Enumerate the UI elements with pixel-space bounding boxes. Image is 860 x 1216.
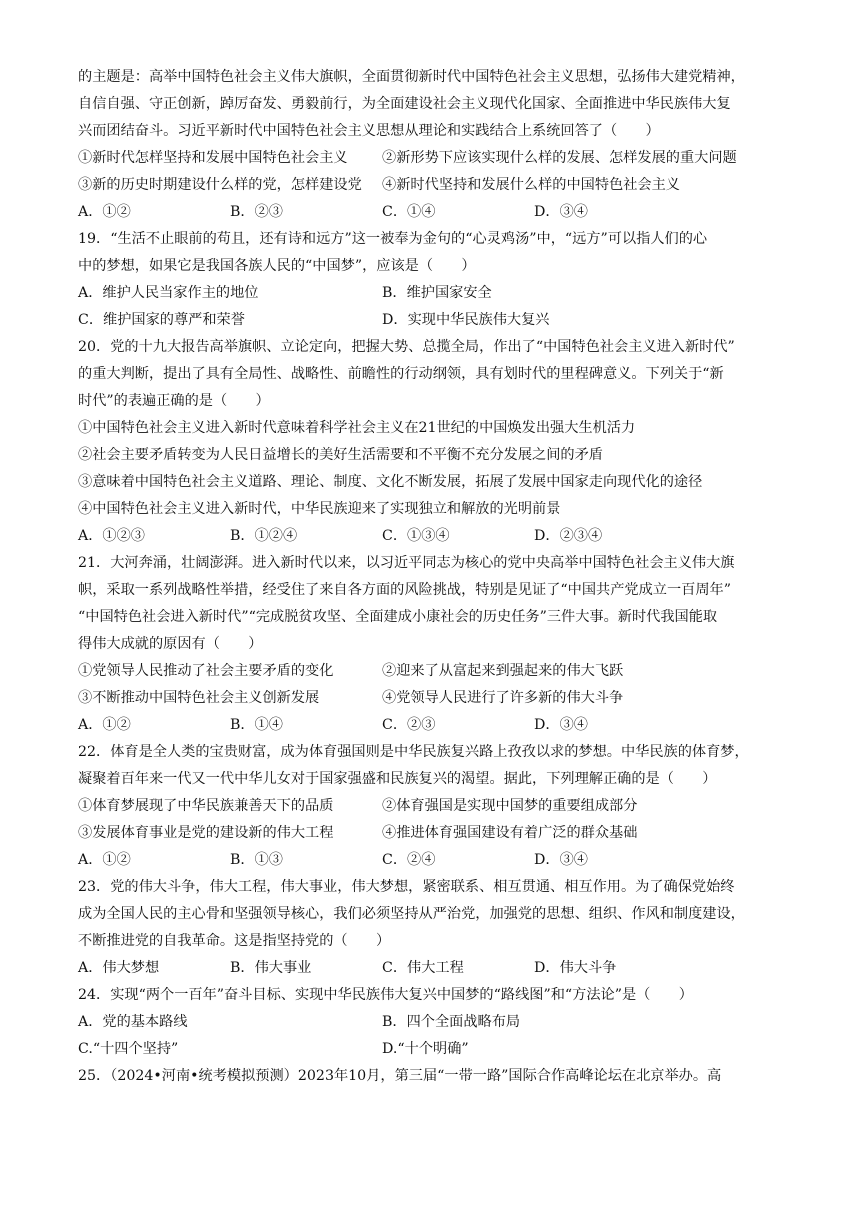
question-text: 帜，采取一系列战略性举措，经受住了来自各方面的风险挑战，特别是见证了“中国共产党成立一百周年” [78, 582, 731, 598]
question-20 [78, 334, 790, 550]
statement: ④新时代坚持和发展什么样的中国特色社会主义 [382, 177, 680, 193]
option-b[interactable]: B．①④ [230, 717, 283, 733]
question-text: 兴而团结奋斗。习近平新时代中国特色社会主义思想从理论和实践结合上系统回答了（ ） [78, 123, 660, 139]
statement: ①中国特色社会主义进入新时代意味着科学社会主义在21世纪的中国焕发出强大生机活力 [78, 420, 636, 436]
statement: ①体育梦展现了中华民族兼善天下的品质 [78, 798, 334, 814]
options-row [78, 199, 790, 226]
statement: ④推进体育强国建设有着广泛的群众基础 [382, 825, 638, 841]
option-d[interactable]: D．③④ [534, 852, 588, 868]
statement: ②新形势下应该实现什么样的发展、怎样发展的重大问题 [382, 150, 737, 166]
question-text: 20．党的十九大报告高举旗帜、立论定向，把握大势、总揽全局，作出了“中国特色社会主义进入新时代” [78, 339, 735, 355]
question-19 [78, 226, 790, 334]
option-b[interactable]: B．维护国家安全 [382, 285, 492, 301]
option-d[interactable]: D．③④ [534, 204, 588, 220]
statement: ②社会主要矛盾转变为人民日益增长的美好生活需要和不平衡不充分发展之间的矛盾 [78, 447, 603, 463]
option-d[interactable]: D．伟大斗争 [534, 960, 617, 976]
exam-page [78, 64, 790, 1090]
question-text: 的重大判断，提出了具有全局性、战略性、前瞻性的行动纲领，具有划时代的里程碑意义。下列关于“新 [78, 366, 724, 382]
option-a[interactable]: A．伟大梦想 [78, 960, 160, 976]
question-24 [78, 982, 790, 1063]
options-row [78, 280, 790, 307]
option-a[interactable]: A．①② [78, 717, 131, 733]
option-c[interactable]: C．维护国家的尊严和荣誉 [78, 312, 245, 328]
option-b[interactable]: B．四个全面战略布局 [382, 1014, 521, 1030]
question-21 [78, 550, 790, 739]
statement-row [78, 145, 790, 172]
options-row [78, 1036, 790, 1063]
statement-row [78, 820, 790, 847]
question-text: 24．实现“两个一百年”奋斗目标、实现中华民族伟大复兴中国梦的“路线图”和“方法论”是（ ） [78, 987, 693, 1003]
option-c[interactable]: C．②④ [382, 852, 436, 868]
option-c[interactable]: C．①④ [382, 204, 436, 220]
question-22 [78, 739, 790, 874]
question-text: 得伟大成就的原因有（ ） [78, 636, 263, 652]
question-text: 19．“生活不止眼前的苟且，还有诗和远方”这一被奉为金句的“心灵鸡汤”中，“远方”可以指人们的心 [78, 231, 708, 247]
option-b[interactable]: B．①②④ [230, 528, 298, 544]
statement-row [78, 685, 790, 712]
option-c[interactable]: C．②③ [382, 717, 436, 733]
question-text: 22．体育是全人类的宝贵财富，成为体育强国则是中华民族复兴路上孜孜以求的梦想。中华民族的体育梦， [78, 744, 749, 760]
question-23 [78, 874, 790, 982]
option-d[interactable]: D．③④ [534, 717, 588, 733]
question-25 [78, 1063, 790, 1090]
option-d[interactable]: D．实现中华民族伟大复兴 [382, 312, 550, 328]
question-text: 自信自强、守正创新，踔厉奋发、勇毅前行，为全面建设社会主义现代化国家、全面推进中华民族伟大复 [78, 96, 731, 112]
statement: ④党领导人民进行了许多新的伟大斗争 [382, 690, 624, 706]
statement: ①党领导人民推动了社会主要矛盾的变化 [78, 663, 334, 679]
question-text: 成为全国人民的主心骨和坚强领导核心，我们必须坚持从严治党，加强党的思想、组织、作风和制度建设， [78, 906, 745, 922]
statement: ③新的历史时期建设什么样的党，怎样建设党 [78, 177, 362, 193]
question-text: 时代”的表遍正确的是（ ） [78, 393, 270, 409]
options-row [78, 523, 790, 550]
question-text: 23．党的伟大斗争，伟大工程，伟大事业，伟大梦想，紧密联系、相互贯通、相互作用。为了确保党始终 [78, 879, 735, 895]
question-text: 21．大河奔涌，壮阔澎湃。进入新时代以来，以习近平同志为核心的党中央高举中国特色社会主义伟大旗 [78, 555, 735, 571]
question-text: 的主题是：高举中国特色社会主义伟大旗帜，全面贯彻新时代中国特色社会主义思想，弘扬伟大建党精神， [78, 69, 745, 85]
question-text: 不断推进党的自我革命。这是指坚持党的（ ） [78, 933, 391, 949]
options-row [78, 847, 790, 874]
statement: ①新时代怎样坚持和发展中国特色社会主义 [78, 150, 348, 166]
question-text: 25．（2024•河南•统考模拟预测）2023年10月，第三届“一带一路”国际合作高峰论坛在北京举办。高 [78, 1068, 722, 1084]
question-text: 中的梦想，如果它是我国各族人民的“中国梦”，应该是（ ） [78, 258, 476, 274]
option-a[interactable]: A．①②③ [78, 528, 145, 544]
statement: ③不断推动中国特色社会主义创新发展 [78, 690, 320, 706]
option-b[interactable]: B．伟大事业 [230, 960, 312, 976]
option-a[interactable]: A．①② [78, 852, 131, 868]
option-a[interactable]: A．①② [78, 204, 131, 220]
option-a[interactable]: A．维护人民当家作主的地位 [78, 285, 259, 301]
option-c[interactable]: C．伟大工程 [382, 960, 464, 976]
statement: ③意味着中国特色社会主义道路、理论、制度、文化不断发展，拓展了发展中国家走向现代化的途径 [78, 474, 703, 490]
statement: ③发展体育事业是党的建设新的伟大工程 [78, 825, 334, 841]
statement: ②体育强国是实现中国梦的重要组成部分 [382, 798, 638, 814]
option-d[interactable]: D.“十个明确” [382, 1041, 469, 1057]
statement: ②迎来了从富起来到强起来的伟大飞跃 [382, 663, 624, 679]
statement: ④中国特色社会主义进入新时代，中华民族迎来了实现独立和解放的光明前景 [78, 501, 561, 517]
option-a[interactable]: A．党的基本路线 [78, 1014, 188, 1030]
question-text: “中国特色社会进入新时代”“完成脱贫攻坚、全面建成小康社会的历史任务”三件大事。新时代我国能取 [78, 609, 718, 625]
options-row [78, 955, 790, 982]
option-c[interactable]: C．①③④ [382, 528, 450, 544]
option-b[interactable]: B．②③ [230, 204, 283, 220]
options-row [78, 712, 790, 739]
question-text: 凝聚着百年来一代又一代中华儿女对于国家强盛和民族复兴的渴望。据此，下列理解正确的是（ ） [78, 771, 717, 787]
option-d[interactable]: D．②③④ [534, 528, 603, 544]
statement-row [78, 658, 790, 685]
options-row [78, 1009, 790, 1036]
statement-row [78, 793, 790, 820]
statement-row [78, 172, 790, 199]
options-row [78, 307, 790, 334]
option-b[interactable]: B．①③ [230, 852, 283, 868]
question-18 [78, 64, 790, 226]
option-c[interactable]: C.“十四个坚持” [78, 1041, 179, 1057]
